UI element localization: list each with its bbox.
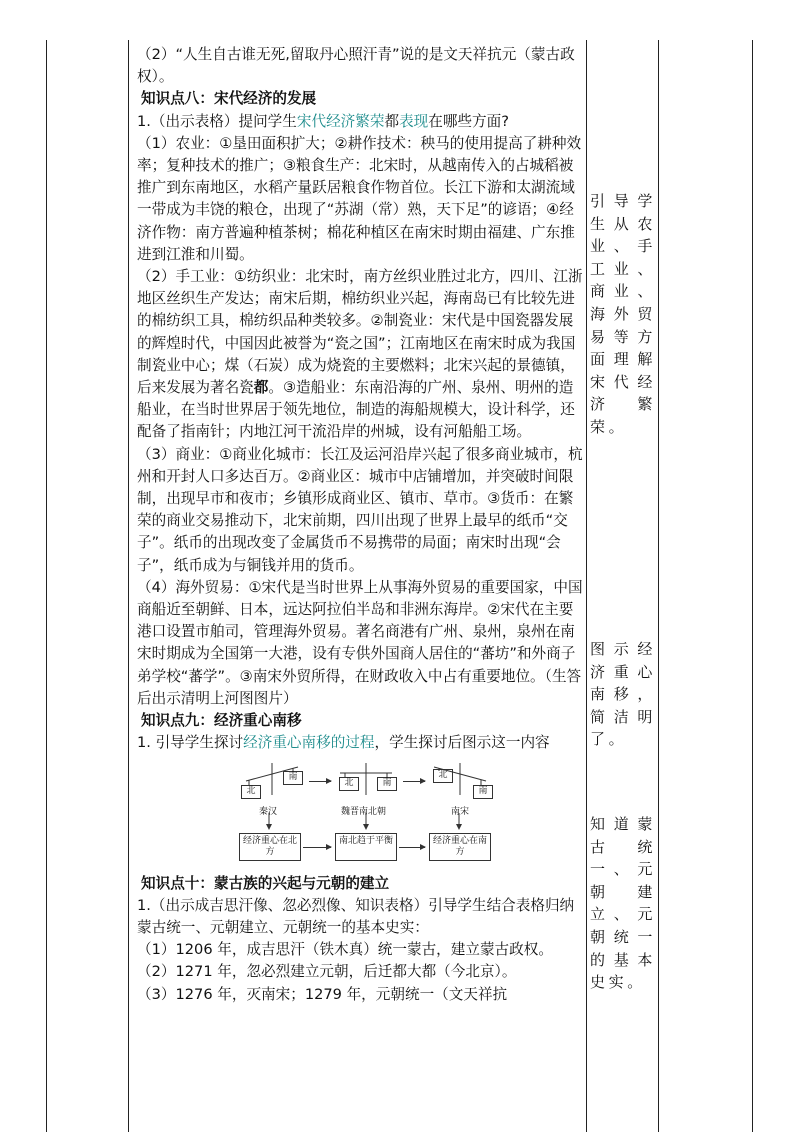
commerce-paragraph: （3）商业：①商业化城市：长江及运河沿岸兴起了很多商业城市，杭州和开封人口多达百万。②商业区：城市中店铺增加，并突破时间限制，出现早市和夜市；乡镇形成商业区、镇市、草市。③货币：在繁荣的商业交易推动下，北宋前期，四川出现了世界上最早的纸币“交子”。纸币的出现改变了金属货币不易携带的局面；南宋时出现“会子”，纸币成为与铜钱并用的货币。	[137, 445, 583, 574]
era-label-qin-han: 秦汉	[259, 806, 278, 817]
overseas-trade-paragraph: （4）海外贸易：①宋代是当时世界上从事海外贸易的重要国家，中国商船近至朝鲜、日本，远达阿拉伯半岛和非洲东海岸。②宋代在主要港口设置市舶司，管理海外贸易。著名商港有广州、泉州，泉州在南宋时期成为全国第一大港，设有专供外国商人居住的“蕃坊”和外商子弟学校“蕃学”。③南宋外贸所得，在财政收入中占有重要地位。（生答后出示清明上河图图片）	[137, 578, 583, 707]
question-song-economy	[137, 111, 583, 133]
question-text: 在哪些方面?	[428, 112, 509, 130]
fact-1276-1279: （3）1276 年，灭南宋；1279 年，元朝统一（文天祥抗	[137, 985, 508, 1003]
note-mongol-yuan: 知道蒙古统一、元朝建立、元朝统一的基本史实。	[590, 815, 656, 992]
scale-2-north-box: 北	[339, 777, 359, 791]
scale-2-south-box: 南	[377, 777, 397, 791]
knowledge-point-9-heading: 知识点九：经济重心南移	[141, 712, 302, 730]
knowledge-point-10-heading: 知识点十：蒙古族的兴起与元朝的建立	[141, 874, 390, 892]
fact-1271: （2）1271 年，忽必烈建立元朝，后迁都大都（今北京）。	[137, 963, 517, 981]
highlight-economy-prosperity: 宋代经济繁荣	[296, 112, 385, 130]
box-north-center: 经济重心在北方	[239, 833, 301, 861]
question-mongol-yuan: 1.（出示成吉思汗像、忽必烈像、知识表格）引导学生结合表格归纳蒙古统一、元朝建立、元朝统一的基本史实：	[137, 896, 575, 936]
economic-shift-diagram	[237, 761, 497, 869]
question-text: 1. 引导学生探讨	[137, 734, 244, 752]
handicraft-bold-text: 都	[253, 379, 269, 397]
arrow-box-1-to-2	[303, 847, 331, 848]
scale-3-south-box: 南	[473, 785, 493, 799]
question-text: ，学生探讨后图示这一内容	[374, 734, 550, 752]
agriculture-paragraph: （1）农业：①垦田面积扩大；②耕作技术：秧马的使用提高了耕种效率；复种技术的推广；③粮食生产：北宋时，从越南传入的占城稻被推广到东南地区，水稻产量跃居粮食作物首位。长江下游和太湖流域一带成为丰饶的粮仓，出现了“苏湖（常）熟，天下足”的谚语；④经济作物：南方普遍种植茶树；棉花种植区在南宋时期由福建、广东推进到江淮和川蜀。	[137, 134, 582, 263]
question-economic-shift	[137, 732, 583, 754]
handicraft-text: 。③造船业：东南沿海的广州、泉州、明州的造船业，在当时世界居于领先地位，制造的海船规模大，设计科学，还配备了指南针；内地江河干流沿岸的州城，设有河船船工场。	[137, 379, 575, 441]
highlight-shift-process: 经济重心南移的过程	[243, 734, 375, 752]
lesson-content	[137, 44, 583, 1006]
question-text: 1.（出示表格）提问学生	[137, 112, 297, 130]
arrow-era-1-to-2	[309, 781, 331, 782]
table-border-left	[46, 40, 47, 1132]
handicraft-paragraph	[137, 266, 583, 444]
note-song-economy: 引导学生从农业、手工业、商业、海外贸易等方面理解宋代经济繁荣。	[590, 192, 656, 436]
scale-1-south-box: 南	[283, 771, 303, 785]
era-label-southern-song: 南宋	[451, 806, 470, 817]
box-south-center: 经济重心在南方	[429, 833, 491, 861]
table-border-content-right	[586, 40, 587, 1132]
question-text: 都	[384, 112, 400, 130]
knowledge-point-8-heading: 知识点八：宋代经济的发展	[141, 90, 317, 108]
era-label-wei-jin: 魏晋南北朝	[341, 806, 387, 817]
fact-1206: （1）1206 年，成吉思汗（铁木真）统一蒙古，建立蒙古政权。	[137, 941, 553, 959]
note-economic-shift: 图示经济重心南移，简洁明了。	[590, 640, 656, 749]
table-border-content-left	[128, 40, 129, 1132]
scale-3-north-box: 北	[433, 769, 453, 783]
table-border-notes-right	[658, 40, 659, 1132]
wen-tianxiang-paragraph: （2）“人生自古谁无死,留取丹心照汗青”说的是文天祥抗元（蒙古政权）。	[137, 46, 575, 86]
table-border-right	[752, 40, 753, 1132]
highlight-manifestation: 表现	[399, 112, 429, 130]
arrow-box-2-to-3	[399, 847, 425, 848]
box-balanced: 南北趋于平衡	[335, 833, 397, 861]
arrow-era-2-to-3	[403, 781, 425, 782]
handicraft-text: （2）手工业：①纺织业：北宋时，南方丝织业胜过北方，四川、江浙地区丝织生产发达；南宋后期，棉纺织业兴起，海南岛已有比较先进的棉纺织工具，棉纺织品种类较多。②制瓷业：宋代是中国瓷器发展的辉煌时代，中国因此被誉为“瓷之国”；江南地区在南宋时成为我国制瓷业中心；煤（石炭）成为烧瓷的主要燃料；北宋兴起的景德镇，后来发展为著名瓷	[137, 268, 583, 397]
scale-1-north-box: 北	[241, 785, 261, 799]
down-arrows	[237, 811, 497, 831]
